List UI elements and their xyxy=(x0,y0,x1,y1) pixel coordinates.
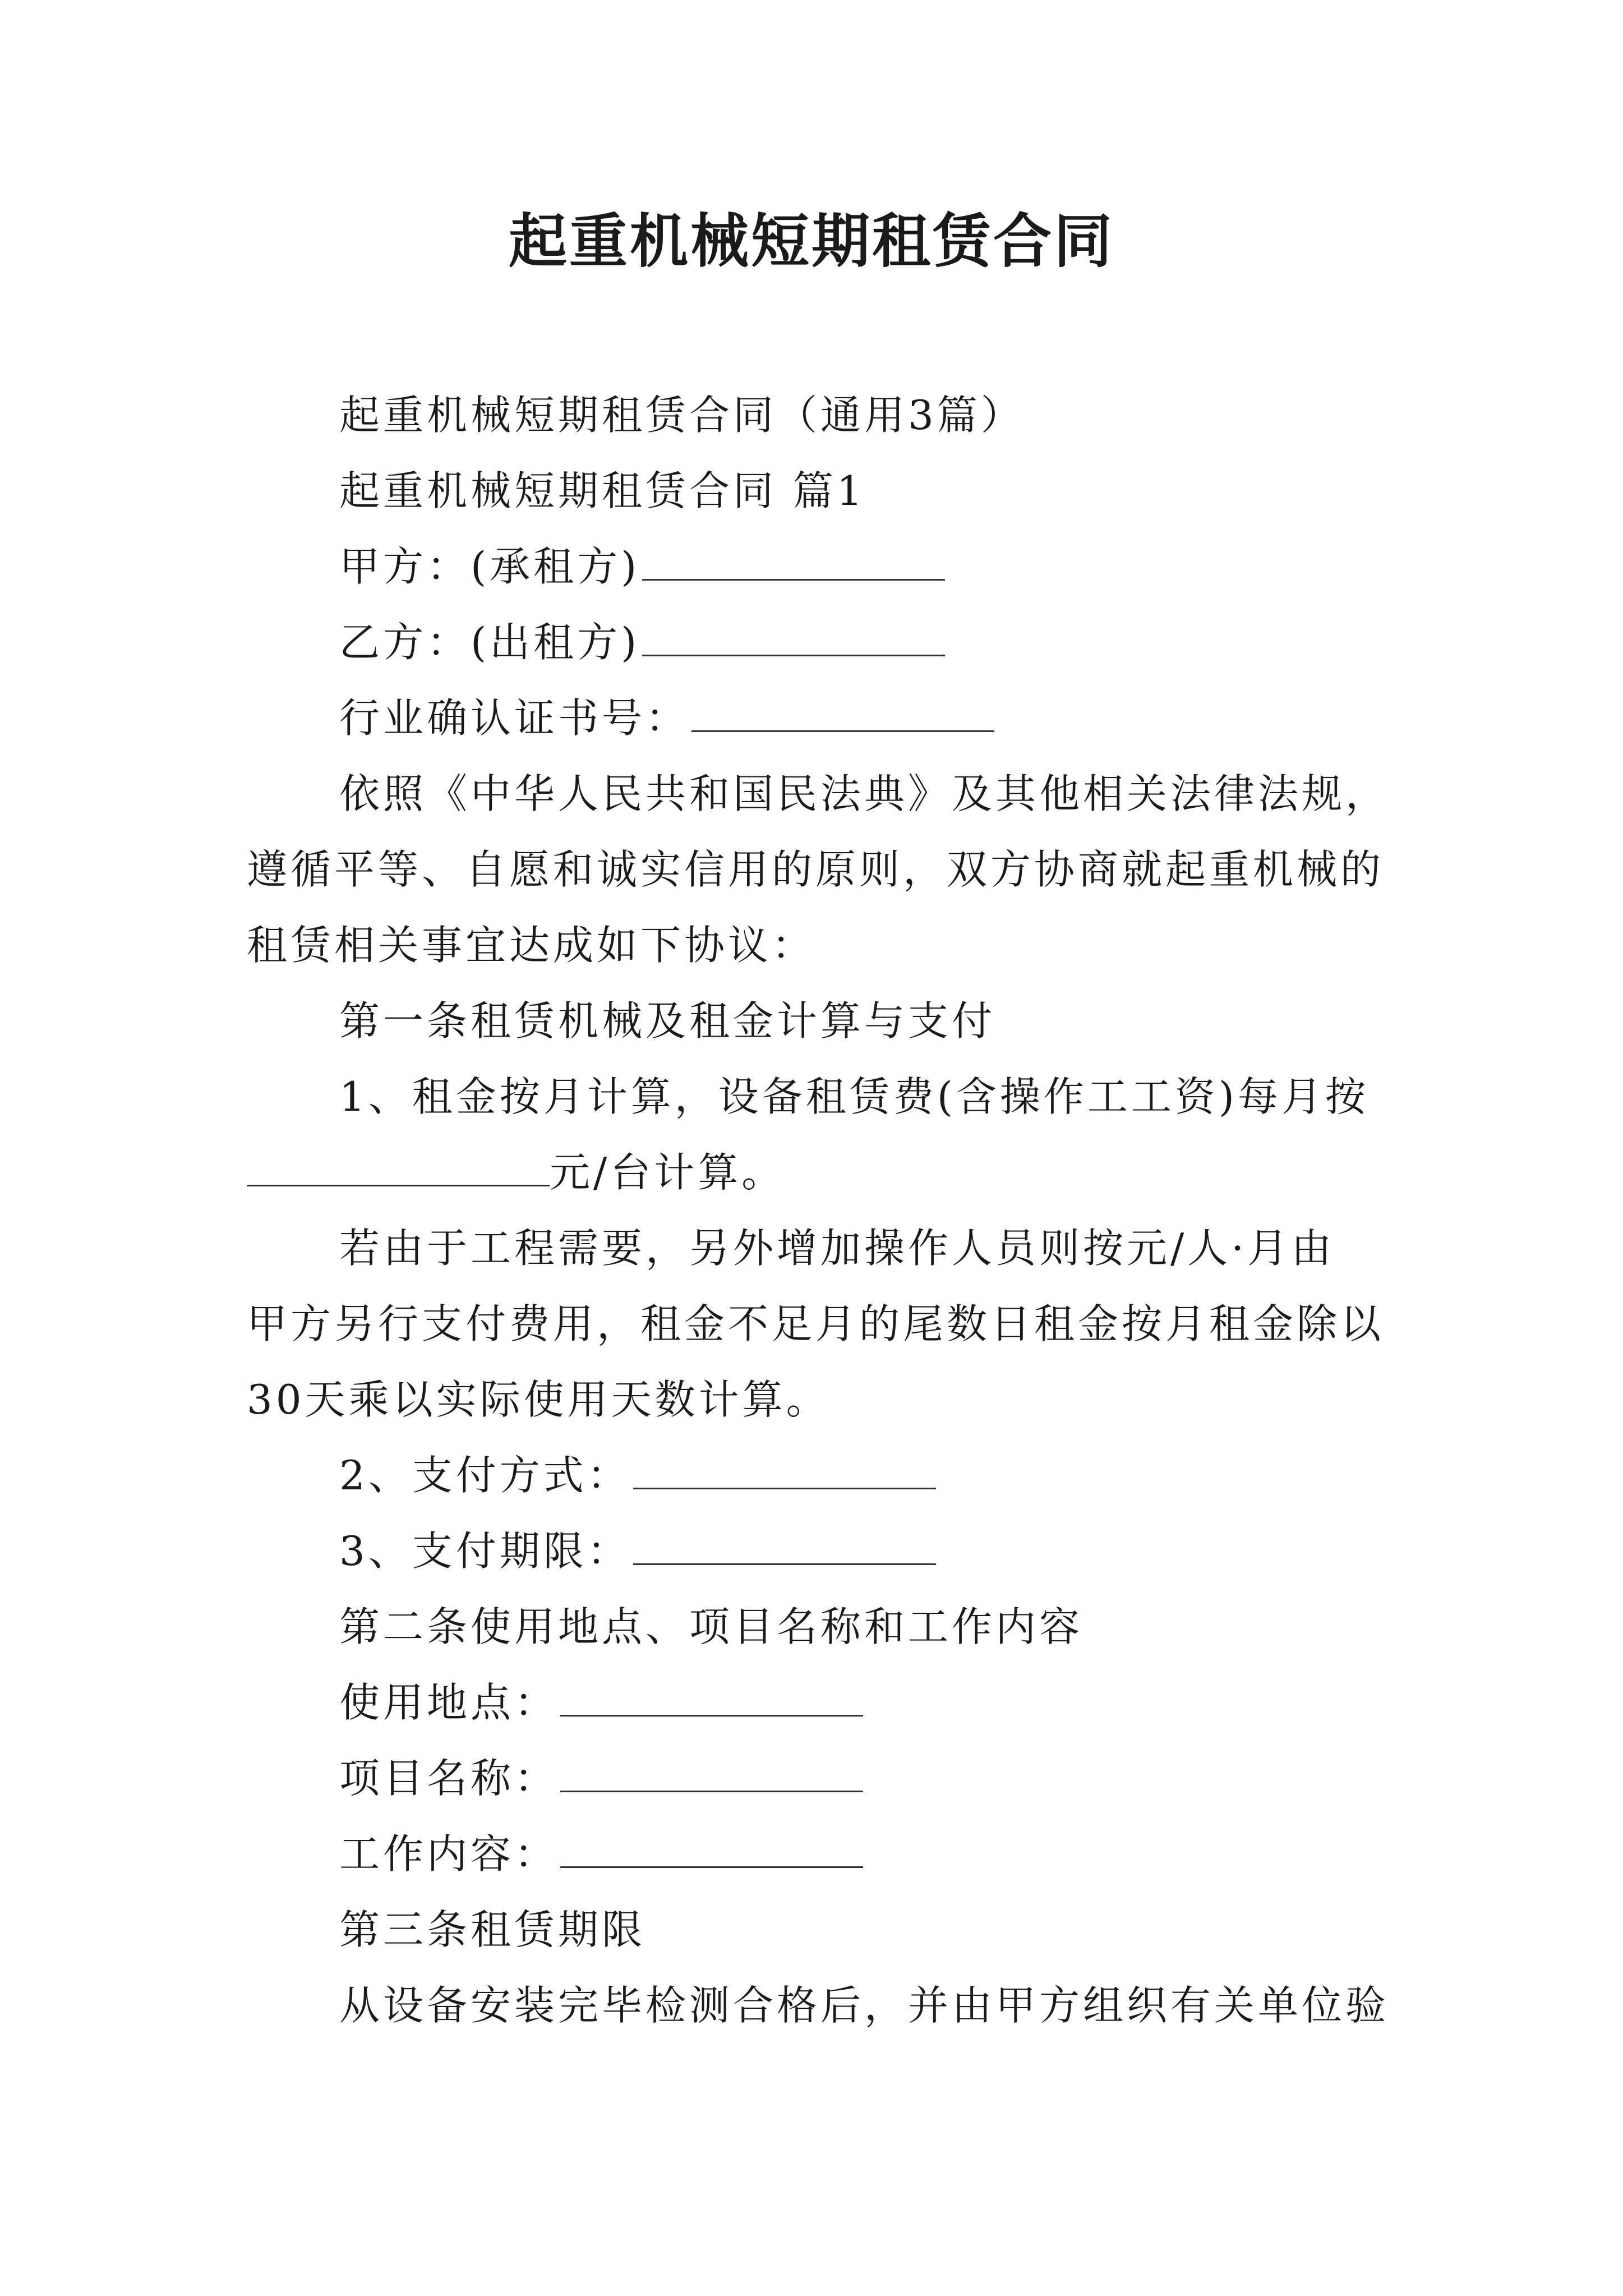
paragraph-line xyxy=(247,766,1391,822)
work-content-line xyxy=(247,1826,1391,1882)
line-text: 第一条租赁机械及租金计算与支付 xyxy=(339,997,996,1045)
party-a-label: 甲方：(承租方) xyxy=(339,543,640,590)
party-b-blank xyxy=(642,615,945,656)
party-b-label: 乙方：(出租方) xyxy=(339,619,640,666)
line-text: 1、租金按月计算，设备租赁费(含操作工工资)每月按 xyxy=(339,1073,1369,1120)
payment-term-blank xyxy=(633,1524,936,1565)
section-heading-part1 xyxy=(247,463,1391,519)
line-text: 元/台计算。 xyxy=(550,1149,786,1196)
project-name-label: 项目名称： xyxy=(339,1755,559,1802)
line-text: 起重机械短期租赁合同 篇1 xyxy=(339,467,866,514)
line-text: 30天乘以实际使用天数计算。 xyxy=(247,1376,830,1423)
payment-term-line xyxy=(247,1523,1391,1579)
payment-term-label: 3、支付期限： xyxy=(339,1527,631,1575)
paragraph-line xyxy=(247,1372,1391,1428)
party-b-line xyxy=(247,614,1391,670)
paragraph-line xyxy=(247,1296,1391,1352)
paragraph-line xyxy=(247,1977,1391,2033)
article-2-heading xyxy=(247,1599,1391,1655)
line-text: 第三条租赁期限 xyxy=(339,1906,646,1953)
line-text: 甲方另行支付费用，租金不足月的尾数日租金按月租金除以 xyxy=(247,1300,1385,1347)
party-a-line xyxy=(247,539,1391,595)
payment-method-line xyxy=(247,1447,1391,1503)
line-text: 从设备安装完毕检测合格后，并由甲方组织有关单位验 xyxy=(339,1982,1390,2029)
certificate-blank xyxy=(691,691,994,732)
payment-method-label: 2、支付方式： xyxy=(339,1452,631,1499)
project-name-blank xyxy=(560,1751,863,1792)
paragraph-line xyxy=(247,1069,1391,1125)
document-title: 起重机械短期租赁合同 xyxy=(508,206,1114,275)
location-label: 使用地点： xyxy=(339,1679,559,1726)
line-text: 若由于工程需要，另外增加操作人员则按元/人·月由 xyxy=(339,1225,1335,1272)
paragraph-line xyxy=(247,1220,1391,1276)
location-blank xyxy=(560,1676,863,1717)
work-content-label: 工作内容： xyxy=(339,1830,559,1878)
paragraph-line xyxy=(247,841,1391,898)
line-text: 起重机械短期租赁合同（通用3篇） xyxy=(339,392,1025,439)
certificate-label: 行业确认证书号： xyxy=(339,694,690,742)
location-line xyxy=(247,1674,1391,1731)
party-a-blank xyxy=(642,540,945,581)
article-3-heading xyxy=(247,1902,1391,1958)
project-name-line xyxy=(247,1750,1391,1806)
work-content-blank xyxy=(560,1827,863,1868)
rent-rate-blank xyxy=(247,1145,550,1186)
article-1-heading xyxy=(247,993,1391,1049)
payment-method-blank xyxy=(633,1448,936,1489)
rent-rate-line xyxy=(247,1144,1391,1200)
paragraph-line xyxy=(247,917,1391,973)
subtitle-general xyxy=(247,387,1391,443)
line-text: 租赁相关事宜达成如下协议： xyxy=(247,922,816,969)
line-text: 遵循平等、自愿和诚实信用的原则，双方协商就起重机械的 xyxy=(247,846,1385,893)
line-text: 依照《中华人民共和国民法典》及其他相关法律法规， xyxy=(339,770,1390,817)
line-text: 第二条使用地点、项目名称和工作内容 xyxy=(339,1603,1083,1650)
certificate-line xyxy=(247,690,1391,746)
